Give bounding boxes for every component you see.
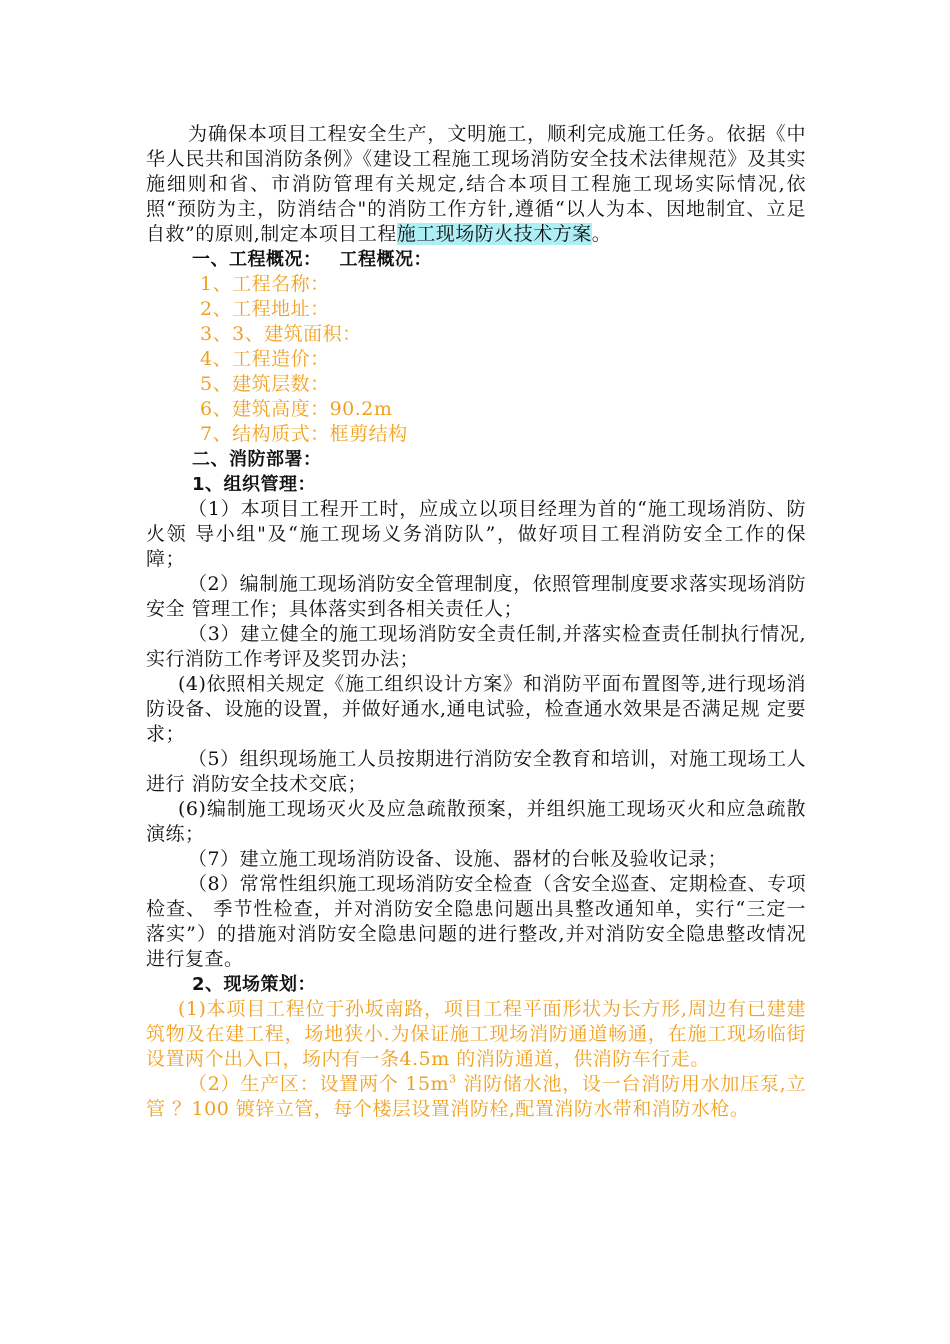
- highlighted-title: 施工现场防火技术方案: [396, 223, 592, 245]
- site-item-2-post: 消防储水池，设一台消防用水加压泵,立管 ？100 镀锌立管，每个楼层设置消防栓,配置消防水带和消防水枪。: [146, 1073, 806, 1120]
- org-item-3: （3）建立健全的施工现场消防安全责任制,并落实检查责任制执行情况,实行消防工作考评及奖罚办法；: [146, 623, 806, 670]
- org-item-4: (4)依照相关规定《施工组织设计方案》和消防平面布置图等,进行现场消防设备、设施的设置，并做好通水,通电试验，检查通水效果是否满足规 定要求；: [146, 673, 806, 745]
- section-1-heading-a: 一、工程概况：: [192, 249, 322, 270]
- info-item-structure: 7、结构质式：框剪结构: [200, 423, 408, 445]
- site-item-1: (1)本项目工程位于孙坂南路，项目工程平面形状为长方形,周边有已建建 筑物及在建工程，场地狭小.为保证施工现场消防通道畅通，在施工现场临街设置两个出入口，场内有一条4.5m 的消防通道，供消防车行走。: [146, 998, 806, 1070]
- site-item-2-pre: （2）生产区：设置两个 15m: [188, 1073, 450, 1095]
- cubic-superscript: 3: [449, 1072, 457, 1086]
- intro-paragraph: [146, 122, 806, 247]
- intro-end: 。: [591, 223, 612, 245]
- org-item-7: （7）建立施工现场消防设备、设施、器材的台帐及验收记录；: [188, 848, 728, 870]
- section-2-heading: 二、消防部署：: [192, 449, 322, 470]
- org-item-8: （8）常常性组织施工现场消防安全检查（含安全巡查、定期检查、专项检查、 季节性检查，并对消防安全隐患问题出具整改通知单，实行“三定一落实”）的措施对消防安全隐患问题的进行整改,并对消防安全隐患整改情况 进行复查。: [146, 873, 806, 970]
- info-item-cost: 4、工程造价：: [200, 348, 330, 370]
- info-item-name: 1、工程名称：: [200, 273, 330, 295]
- site-item-2: [146, 1072, 806, 1122]
- org-item-5: （5）组织现场施工人员按期进行消防安全教育和培训，对施工现场工人进行 消防安全技术交底；: [146, 748, 806, 795]
- org-item-1: （1）本项目工程开工时，应成立以项目经理为首的“施工现场消防、防火领 导小组"及“施工现场义务消防队”，做好项目工程消防安全工作的保障；: [146, 498, 806, 570]
- info-item-address: 2、工程地址：: [200, 298, 330, 320]
- info-item-height: 6、建筑高度：90.2m: [200, 398, 393, 420]
- section-1-heading: [146, 247, 806, 272]
- info-item-area: 3、3、建筑面积：: [200, 323, 362, 345]
- intro-text: 为确保本项目工程安全生产，文明施工，顺利完成施工任务。依据《中华人民共和国消防条例》《建设工程施工现场消防安全技术法律规范》及其实施细则和省、市消防管理有关规定,结合本项目工程施工现场实际情况,依照“预防为主，防消结合"的消防工作方针,遵循“以人为本、因地制宜、立足自救”的原则,制定本项目工程: [146, 123, 806, 245]
- org-item-6: (6)编制施工现场灭火及应急疏散预案，并组织施工现场灭火和应急疏散演练；: [146, 798, 806, 845]
- info-item-floors: 5、建筑层数：: [200, 373, 330, 395]
- subsection-site-heading: 2、现场策划：: [192, 974, 317, 995]
- subsection-org-heading: 1、组织管理：: [192, 474, 317, 495]
- section-1-heading-b: 工程概况：: [339, 249, 432, 270]
- org-item-2: （2）编制施工现场消防安全管理制度，依照管理制度要求落实现场消防安全 管理工作；具体落实到各相关责任人；: [146, 573, 806, 620]
- document-page: [146, 122, 806, 1122]
